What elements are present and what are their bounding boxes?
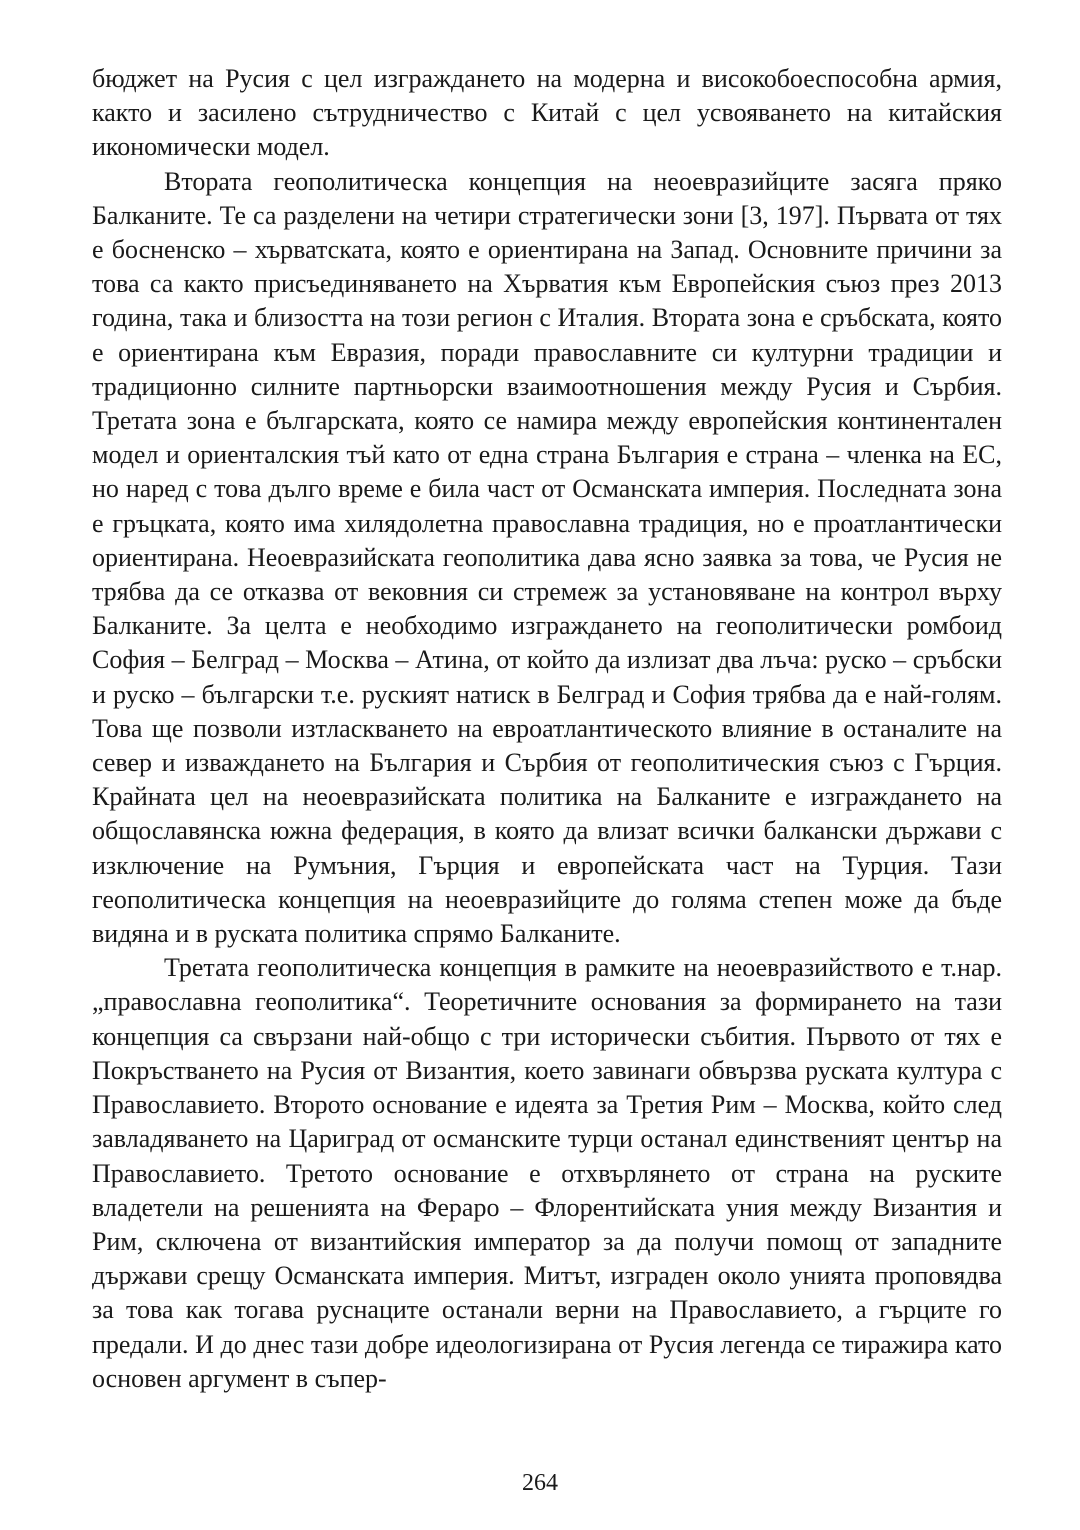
document-body <box>92 62 1002 1396</box>
paragraph-2: Втората геополитическа концепция на неоевразийците засяга пряко Балканите. Те са разделени на четири стратегически зони [3, 197]. Първата от тях е босненско – хърватската, която е ориентирана на Запад. Основните причини за това са както присъединяването на Хърватия към Европейския съюз през 2013 година, така и близостта на този регион с Италия. Втората зона е сръбската, която е ориентирана към Евразия, поради православните си културни традиции и традиционно силните партньорски взаимоотношения между Русия и Сърбия. Третата зона е българската, която се намира между европейския континентален модел и ориенталския тъй като от една страна България е страна – членка на ЕС, но наред с това дълго време е била част от Османската империя. Последната зона е гръцката, която има хилядолетна православна традиция, но е проатлантически ориентирана. Неоевразийската геополитика дава ясно заявка за това, че Русия не трябва да се отказва от вековния си стремеж за установяване на контрол върху Балканите. За целта е необходимо изграждането на геополитически ромбоид София – Белград – Москва – Атина, от който да излизат два лъча: руско – сръбски и руско – български т.е. руският натиск в Белград и София трябва да е най-голям. Това ще позволи изтласкването на евроатлантическото влияние в останалите на север и изваждането на България и Сърбия от геополитическия съюз с Гърция. Крайната цел на неоевразийската политика на Балканите е изграждането на общославянска южна федерация, в която да влизат всички балкански държави с изключение на Румъния, Гърция и европейската част на Турция. Тази геополитическа концепция на неоевразийците до голяма степен може да бъде видяна и в руската политика спрямо Балканите. <box>92 166 1002 949</box>
paragraph-3: Третата геополитическа концепция в рамките на неоевразийството е т.нар. „православна геополитика“. Теоретичните основания за формирането на тази концепция са свързани най-общо с три исторически събития. Първото от тях е Покръстването на Русия от Византия, което завинаги обвързва руската култура с Православието. Второто основание е идеята за Третия Рим – Москва, който след завладяването на Цариград от османските турци останал единственият център на Православието. Третото основание е отхвърлянето от страна на руските владетели на решенията на Фераро – Флорентийската уния между Византия и Рим, сключена от византийския император за да получи помощ от западните държави срещу Османската империя. Митът, изграден около унията проповядва за това как тогава руснаците останали верни на Православието, а гърците го предали. И до днес тази добре идеологизирана от Русия легенда се тиражира като основен аргумент в съпер- <box>92 953 1002 1393</box>
page-number: 264 <box>522 1470 558 1496</box>
paragraph-1: бюджет на Русия с цел изграждането на модерна и високобоеспособна армия, както и засилено сътрудничество с Китай с цел усвояването на китайския икономически модел. <box>92 64 1002 162</box>
